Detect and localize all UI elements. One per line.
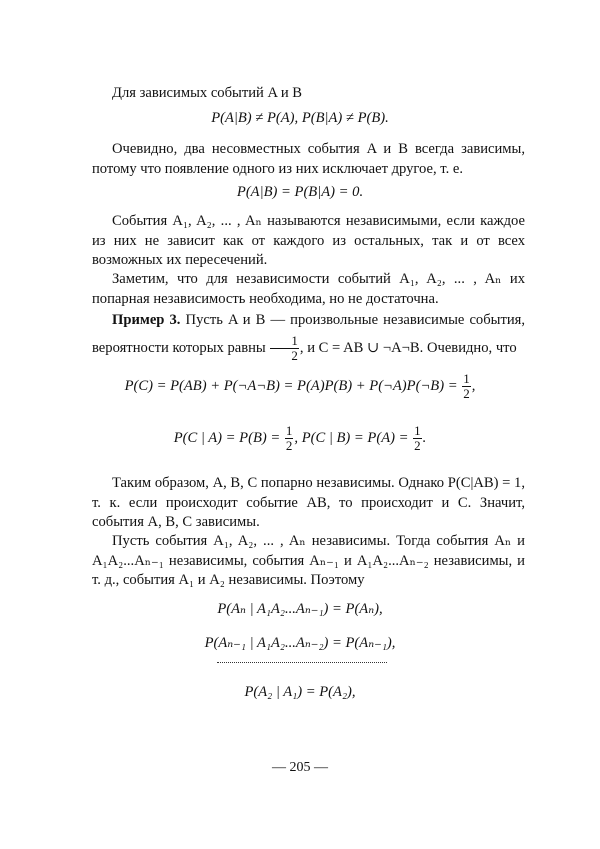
- fraction-one-half: [413, 424, 422, 453]
- paragraph-independence-definition: События A₁, A₂, ... , Aₙ называются независимыми, если каждое из них не зависит как от каждого из остальных, так и от всех возможных их пересечений.: [92, 213, 525, 269]
- formula-conditional-c: [0, 424, 600, 453]
- example-label: Пример 3.: [112, 312, 181, 328]
- paragraph-pairwise-conclusion: Таким образом, A, B, C попарно независимы. Однако P(C|AB) = 1, т. к. если происходит событие AB, то происходит и C. Значит, события A, B, C зависимы.: [92, 475, 525, 531]
- ellipsis-divider: [217, 662, 387, 663]
- formula-ca-left: P(C | A) = P(B) =: [173, 429, 281, 446]
- fraction-denominator: 2: [291, 348, 298, 363]
- formula-cb-end: .: [422, 429, 427, 446]
- paragraph-pairwise-independence: Заметим, что для независимости событий A₁, A₂, ... , Aₙ их попарная независимость необходима, но не достаточна.: [92, 271, 525, 307]
- formula-c-end: ,: [471, 377, 476, 394]
- fraction-numerator: 1: [414, 423, 421, 438]
- page-number: — 205 —: [272, 760, 328, 775]
- formula-an: P(Aₙ | A₁A₂...Aₙ₋₁) = P(Aₙ),: [217, 601, 383, 617]
- paragraph-example-3: [92, 307, 525, 363]
- formula-a2: P(A₂ | A₁) = P(A₂),: [244, 684, 356, 700]
- fraction-one-half: [285, 424, 294, 453]
- paragraph-incompatible-events: Очевидно, два несовместных события A и B всегда зависимы, потому что появление одного из них исключает другое, т. е.: [92, 141, 525, 177]
- fraction-one-half: [462, 372, 471, 401]
- fraction-denominator: 2: [463, 386, 470, 401]
- paragraph-dependent-events: Для зависимых событий A и B: [112, 85, 303, 101]
- fraction-one-half: [270, 334, 299, 363]
- formula-cb-mid: , P(C | B) = P(A) =: [294, 429, 409, 446]
- example-text: Пусть A и B — произвольные независимые события, вероятности которых равны: [92, 312, 526, 356]
- formula-zero-probability: P(A|B) = P(B|A) = 0.: [236, 184, 364, 200]
- fraction-denominator: 2: [285, 438, 293, 453]
- fraction-numerator: 1: [285, 423, 293, 438]
- formula-c-left: P(C) = P(AB) + P(¬A¬B) = P(A)P(B) + P(¬A)P(¬B) =: [124, 377, 458, 394]
- fraction-numerator: 1: [463, 371, 470, 386]
- formula-an-minus-1: P(Aₙ₋₁ | A₁A₂...Aₙ₋₂) = P(Aₙ₋₁),: [204, 635, 396, 651]
- formula-probability-of-c: [0, 372, 600, 401]
- fraction-numerator: 1: [270, 334, 299, 349]
- paragraph-independent-sequence: Пусть события A₁, A₂, ... , Aₙ независимы. Тогда события Aₙ и A₁A₂...Aₙ₋₁ независимы, события Aₙ₋₁ и A₁A₂...Aₙ₋₂ независимы, и т. д., события A₁ и A₂ независимы. Поэтому: [92, 533, 525, 589]
- fraction-denominator: 2: [414, 438, 421, 453]
- formula-dependence: P(A|B) ≠ P(A), P(B|A) ≠ P(B).: [211, 110, 389, 126]
- example-text-after: , и C = AB ∪ ¬A¬B. Очевидно, что: [299, 339, 517, 356]
